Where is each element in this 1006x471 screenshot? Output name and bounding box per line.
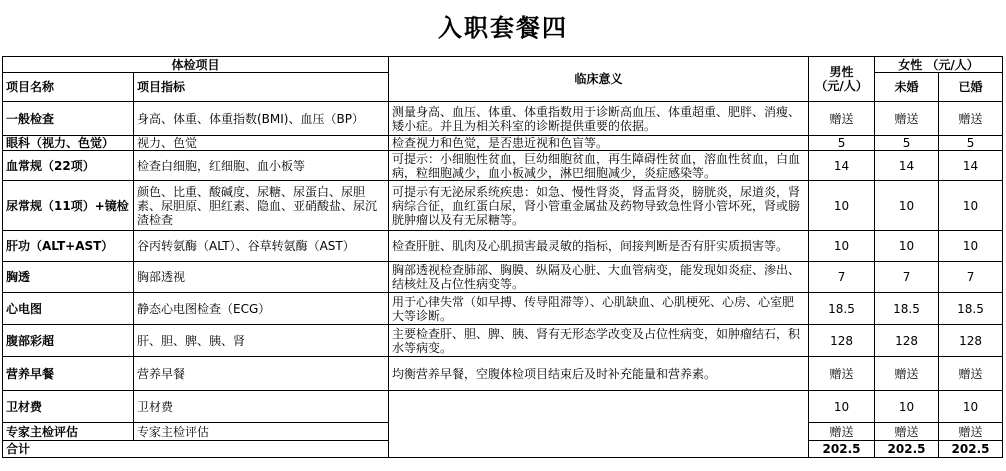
header-group: 体检项目 [3,57,389,73]
header-female: 女性 （元/人） [875,57,1003,73]
price-unmarried: 18.5 [875,293,939,325]
table-row [3,262,1003,293]
header-married: 已婚 [939,73,1003,102]
price-married: 赠送 [939,423,1003,441]
total-unmarried: 202.5 [875,441,939,458]
item-meaning: 可提示：小细胞性贫血，巨幼细胞贫血，再生障碍性贫血，溶血性贫血，白血病，粒细胞减少，血小板减少，淋巴细胞减少，炎症感染等。 [389,151,809,181]
item-name: 营养早餐 [3,357,134,391]
price-unmarried: 10 [875,391,939,423]
item-meaning: 测量身高、血压、体重、体重指数用于诊断高血压、体重超重、肥胖、消瘦、矮小症。并且为相关科室的诊断提供重要的依据。 [389,102,809,136]
item-meaning-empty [389,391,809,458]
price-male: 赠送 [809,102,875,136]
table-row [3,136,1003,151]
price-married: 赠送 [939,102,1003,136]
item-name: 肝功（ALT+AST） [3,231,134,262]
item-meaning: 可提示有无泌尿系统疾患：如急、慢性肾炎，肾盂肾炎，膀胱炎，尿道炎，肾病综合征，血红蛋白尿，肾小管重金属盐及药物导致急性肾小管坏死，肾或膀胱肿瘤以及有无尿糖等。 [389,181,809,231]
price-male: 7 [809,262,875,293]
item-indicator: 检查白细胞，红细胞、血小板等 [134,151,389,181]
price-married: 10 [939,231,1003,262]
item-meaning: 检查肝脏、肌肉及心肌损害最灵敏的指标，间接判断是否有肝实质损害等。 [389,231,809,262]
page-title: 入职套餐四 [438,13,568,42]
header-male-line2: （元/人） [815,79,868,93]
item-name: 尿常规（11项）+镜检 [3,181,134,231]
price-unmarried: 128 [875,325,939,357]
item-meaning: 检查视力和色觉，是否患近视和色盲等。 [389,136,809,151]
price-married: 10 [939,391,1003,423]
item-indicator: 谷丙转氨酶（ALT）、谷草转氨酶（AST） [134,231,389,262]
price-married: 7 [939,262,1003,293]
table-row [3,325,1003,357]
table-row [3,102,1003,136]
total-label: 合计 [3,441,389,458]
price-unmarried: 7 [875,262,939,293]
header-row-1 [3,57,1003,73]
header-unmarried: 未婚 [875,73,939,102]
item-indicator: 静态心电图检查（ECG） [134,293,389,325]
price-married: 赠送 [939,357,1003,391]
price-unmarried: 赠送 [875,102,939,136]
price-male: 128 [809,325,875,357]
item-meaning: 胸部透视检查肺部、胸膜、纵隔及心脏、大血管病变，能发现如炎症、渗出、结核灶及占位性病变等。 [389,262,809,293]
item-indicator: 身高、体重、体重指数(BMI)、血压（BP） [134,102,389,136]
price-married: 5 [939,136,1003,151]
item-indicator: 视力、色觉 [134,136,389,151]
item-name: 血常规（22项） [3,151,134,181]
header-name: 项目名称 [3,73,134,102]
item-name: 胸透 [3,262,134,293]
item-name: 腹部彩超 [3,325,134,357]
table-row [3,231,1003,262]
item-indicator: 胸部透视 [134,262,389,293]
item-indicator: 营养早餐 [134,357,389,391]
item-name: 卫材费 [3,391,134,423]
table-row [3,151,1003,181]
price-unmarried: 赠送 [875,357,939,391]
item-indicator: 专家主检评估 [134,423,389,441]
exam-package-table [2,56,1003,458]
table-row [3,293,1003,325]
item-indicator: 肝、胆、脾、胰、肾 [134,325,389,357]
item-meaning: 主要检查肝、胆、脾、胰、肾有无形态学改变及占位性病变，如肿瘤结石，积水等病变。 [389,325,809,357]
price-married: 128 [939,325,1003,357]
item-indicator: 卫材费 [134,391,389,423]
price-married: 14 [939,151,1003,181]
price-unmarried: 5 [875,136,939,151]
item-name: 心电图 [3,293,134,325]
item-name: 一般检查 [3,102,134,136]
price-male: 10 [809,391,875,423]
price-male: 10 [809,231,875,262]
item-indicator: 颜色、比重、酸碱度、尿糖、尿蛋白、尿胆素、尿胆原、胆红素、隐血、亚硝酸盐、尿沉渣检查 [134,181,389,231]
table-row [3,357,1003,391]
price-married: 10 [939,181,1003,231]
item-name: 专家主检评估 [3,423,134,441]
header-male [809,57,875,102]
total-married: 202.5 [939,441,1003,458]
header-male-line1: 男性 [829,65,854,79]
price-male: 5 [809,136,875,151]
price-male: 10 [809,181,875,231]
price-male: 14 [809,151,875,181]
table-row [3,181,1003,231]
header-meaning: 临床意义 [389,57,809,102]
price-unmarried: 10 [875,231,939,262]
item-meaning: 均衡营养早餐，空腹体检项目结束后及时补充能量和营养素。 [389,357,809,391]
price-unmarried: 14 [875,151,939,181]
item-name: 眼科（视力、色觉） [3,136,134,151]
item-meaning: 用于心律失常（如早搏、传导阻滞等）、心肌缺血、心肌梗死、心房、心室肥大等诊断。 [389,293,809,325]
price-unmarried: 10 [875,181,939,231]
header-indicator: 项目指标 [134,73,389,102]
price-unmarried: 赠送 [875,423,939,441]
price-male: 赠送 [809,357,875,391]
price-male: 18.5 [809,293,875,325]
price-married: 18.5 [939,293,1003,325]
table-row [3,391,1003,423]
price-male: 赠送 [809,423,875,441]
total-male: 202.5 [809,441,875,458]
